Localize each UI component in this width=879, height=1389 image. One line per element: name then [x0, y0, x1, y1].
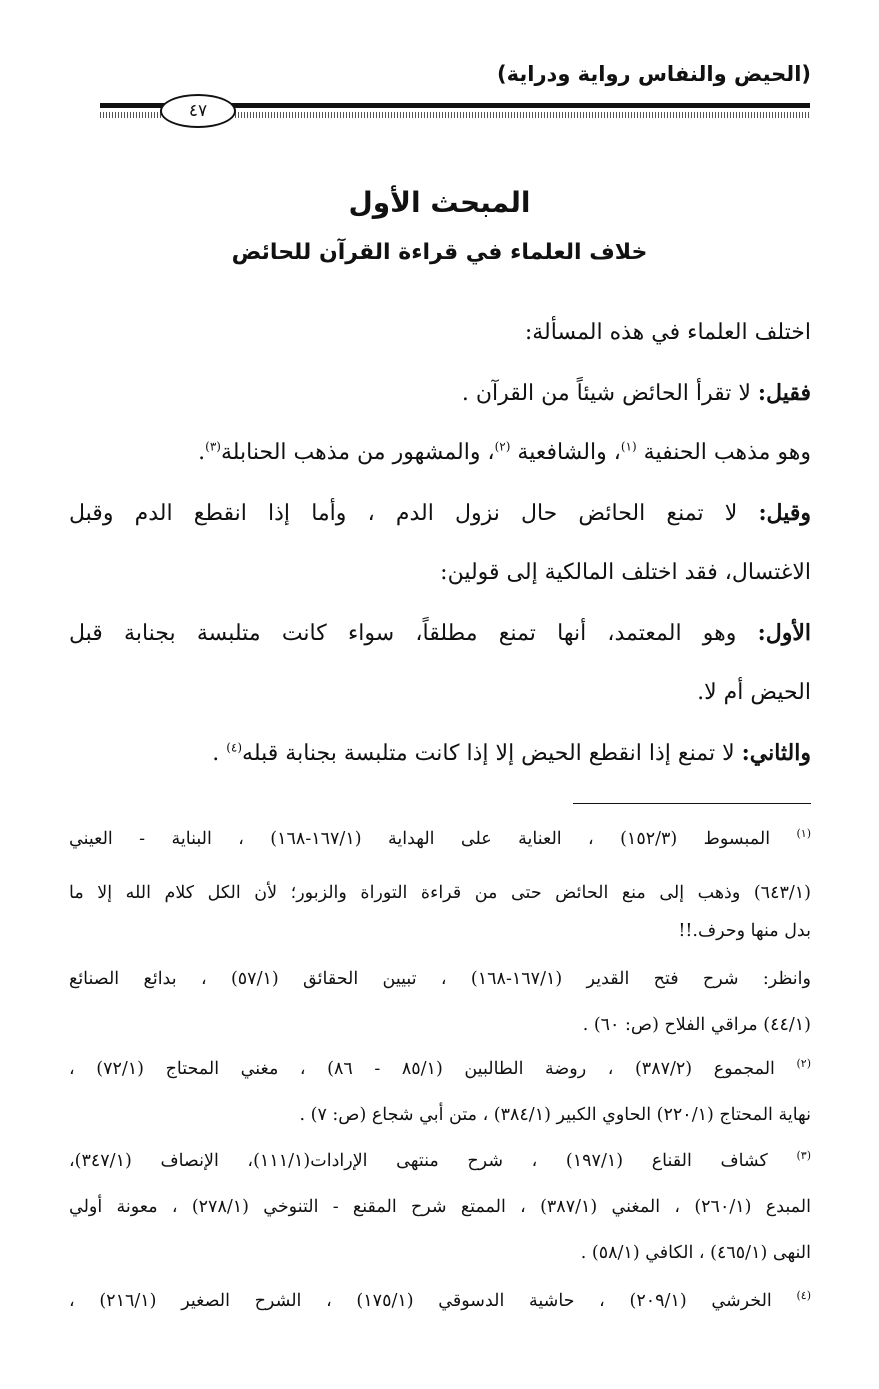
maliki-second	[69, 738, 811, 769]
footnote-1-line-3	[69, 918, 811, 944]
footnote-2-line-2	[69, 1102, 811, 1128]
footnote-1-text-3: بدل منها وحرف.!!	[678, 921, 811, 941]
intro-paragraph	[69, 318, 811, 348]
maliki-first-lead: الأول:	[757, 620, 811, 646]
intro-text: اختلف العلماء في هذه المسألة:	[524, 320, 811, 345]
footnote-separator	[573, 803, 811, 804]
second-opinion-text-2: الاغتسال، فقد اختلف المالكية إلى قولين:	[440, 560, 811, 585]
footnote-ref-3: (٣)	[205, 439, 221, 454]
footnote-ref-2: (٢)	[494, 439, 511, 454]
footnote-3-text-2: المبدع (٢٦٠/١) ، المغني (٣٨٧/١) ، الممتع شرح المقنع - التنوخي (٢٧٨/١) ، معونة أولي	[69, 1197, 811, 1217]
footnote-4-text-1: الخرشي (٢٠٩/١) ، حاشية الدسوقي (١٧٥/١) ، الشرح الصغير (٢١٦/١) ،	[69, 1291, 797, 1311]
footnote-1-text-5: (٤٤/١) مراقي الفلاح (ص: ٦٠) .	[582, 1015, 811, 1035]
footnote-3-text-1: كشاف القناع (١٩٧/١) ، شرح منتهى الإرادات(١١١/١)، الإنصاف (٣٤٧/١)،	[69, 1151, 797, 1171]
running-title: (الحيض والنفاس رواية ودراية)	[497, 62, 811, 86]
schools-text-b: ، والشافعية	[510, 440, 621, 465]
footnote-ref-1: (١)	[620, 439, 637, 454]
schools-text-d: .	[198, 440, 206, 465]
footnote-1-text-2: (٦٤٣/١) وذهب إلى منع الحائض حتى من قراءة التوراة والزبور؛ لأن الكل كلام الله إلا ما	[69, 883, 811, 903]
maliki-second-end: .	[212, 741, 227, 766]
section-title: المبحث الأول	[348, 186, 531, 219]
maliki-first-text: وهو المعتمد، أنها تمنع مطلقاً، سواء كانت متلبسة بجنابة قبل	[69, 621, 758, 646]
footnote-1-number: (١)	[796, 827, 811, 841]
footnote-2-number: (٢)	[796, 1057, 811, 1071]
footnote-4-line-1	[69, 1288, 811, 1314]
footnote-2-line-1	[69, 1056, 811, 1082]
maliki-first-line-2	[69, 678, 811, 708]
maliki-second-lead: والثاني:	[741, 740, 811, 766]
footnote-3-line-3	[69, 1240, 811, 1266]
footnote-3-number: (٣)	[796, 1149, 812, 1163]
footnote-1-text-1: المبسوط (١٥٢/٣) ، العناية على الهداية (١٦٧/١-١٦٨) ، البناية - العيني	[69, 829, 797, 849]
maliki-first-text-2: الحيض أم لا.	[697, 680, 811, 705]
footnote-1-line-5	[69, 1012, 811, 1038]
maliki-first-line-1	[69, 618, 811, 649]
footnote-3-line-2	[69, 1194, 811, 1220]
footnote-3-text-3: النهى (٤٦٥/١) ، الكافي (٥٨/١) .	[580, 1243, 811, 1263]
first-opinion-schools	[69, 438, 811, 468]
schools-text-c: ، والمشهور من مذهب الحنابلة	[220, 440, 495, 465]
first-opinion-text: لا تقرأ الحائض شيئاً من القرآن .	[461, 381, 758, 406]
footnote-3-line-1	[69, 1148, 811, 1174]
second-opinion-line-2	[69, 558, 811, 588]
footnote-2-text-2: نهاية المحتاج (٢٢٠/١) الحاوي الكبير (٣٨٤/١) ، متن أبي شجاع (ص: ٧) .	[299, 1105, 811, 1125]
section-subtitle: خلاف العلماء في قراءة القرآن للحائض	[231, 240, 648, 265]
schools-text-a: وهو مذهب الحنفية	[636, 440, 811, 465]
footnote-4-number: (٤)	[796, 1289, 811, 1303]
footnote-1-line-1	[69, 826, 811, 852]
footnote-1-line-2	[69, 880, 811, 906]
second-opinion-lead: وقيل:	[758, 500, 811, 526]
footnote-ref-4: (٤)	[226, 740, 243, 755]
footnote-2-text-1: المجموع (٣٨٧/٢) ، روضة الطالبين (٨٥/١ - ٨٦) ، مغني المحتاج (٧٢/١) ،	[69, 1059, 797, 1079]
page-number: ٤٧	[160, 94, 236, 128]
footnote-1-line-4	[69, 966, 811, 992]
maliki-second-text: لا تمنع إذا انقطع الحيض إلا إذا كانت متلبسة بجنابة قبله	[242, 741, 742, 766]
first-opinion	[69, 378, 811, 409]
second-opinion-line-1	[69, 498, 811, 529]
first-opinion-lead: فقيل:	[757, 380, 811, 406]
footnote-1-text-4: وانظر: شرح فتح القدير (١٦٧/١-١٦٨) ، تبيين الحقائق (٥٧/١) ، بدائع الصنائع	[69, 969, 811, 989]
second-opinion-text: لا تمنع الحائض حال نزول الدم ، وأما إذا انقطع الدم وقبل	[69, 501, 759, 526]
